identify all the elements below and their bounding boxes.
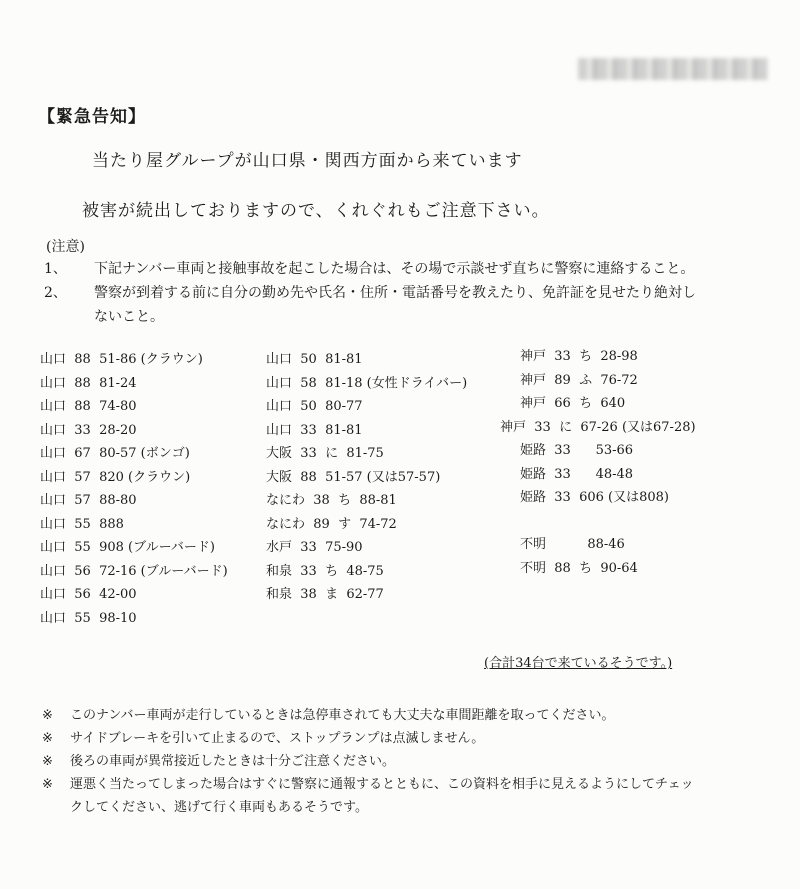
warning-text: 運悪く当たってしまった場合はすぐに警察に通報するとともに、この資料を相手に見えるようにしてチェッ <box>70 777 694 792</box>
reference-mark: ※ <box>42 731 53 746</box>
plate-row: 山口 55 888 <box>40 516 124 532</box>
plate-row: 大阪 88 51-57 (又は57-57) <box>266 469 441 485</box>
plate-row: 山口 88 81-24 <box>40 375 137 391</box>
plate-row: 山口 56 42-00 <box>40 587 137 602</box>
warning-item <box>42 750 782 773</box>
plate-row: 山口 57 88-80 <box>40 493 137 508</box>
total-count-note: (合計34台で来ているそうです。) <box>484 656 673 671</box>
note-text: 下記ナンバー車両と接触事故を起こした場合は、その場で示談せず直ちに警察に連絡すること。 <box>94 261 695 277</box>
plate-row: 山口 88 74-80 <box>40 399 137 414</box>
plate-row: 神戸 66 ち 640 <box>520 396 626 411</box>
plate-row: 神戸 89 ふ 76-72 <box>520 372 638 388</box>
plate-row: 姫路 33 48-48 <box>520 466 634 482</box>
warning-text: サイドブレーキを引いて止まるので、ストップランプは点滅しません。 <box>70 731 485 746</box>
warning-text-continuation: クしてください、逃げて行く車両もあるそうです。 <box>70 800 368 815</box>
plate-row: 山口 55 908 (ブルーバード) <box>40 540 215 555</box>
note-text: 警察が到着する前に自分の勤め先や氏名・住所・電話番号を教えたり、免許証を見せたり絶対し <box>94 285 696 301</box>
reference-mark: ※ <box>42 777 53 792</box>
notice-warning-line: 被害が続出しておりますので、くれぐれもご注意下さい。 <box>82 201 550 221</box>
redacted-header-text <box>578 58 768 80</box>
plate-row: なにわ 38 ち 88-81 <box>266 493 397 508</box>
plate-row: 山口 56 72-16 (ブルーバード) <box>40 563 228 579</box>
plate-row: 山口 55 98-10 <box>40 610 137 626</box>
plate-row: 不明 88-46 <box>520 537 625 552</box>
warning-item <box>42 704 782 727</box>
warnings-list <box>42 704 782 819</box>
plate-row: 水戸 33 75-90 <box>266 540 363 555</box>
warning-item <box>42 727 782 750</box>
note-number: 1、 <box>44 261 67 277</box>
note-text-continuation: ないこと。 <box>94 309 164 325</box>
note-number: 2、 <box>44 285 67 301</box>
plate-row: 山口 50 80-77 <box>266 399 363 414</box>
plate-column-1 <box>40 348 228 630</box>
plate-row: 姫路 33 606 (又は808) <box>520 490 669 505</box>
warning-item-continuation <box>42 796 782 819</box>
plate-row: なにわ 89 す 74-72 <box>266 516 397 532</box>
plate-row: 姫路 33 53-66 <box>520 443 634 458</box>
plate-column-3 <box>500 345 696 580</box>
plate-row: 山口 50 81-81 <box>266 352 363 367</box>
plate-row: 不明 88 ち 90-64 <box>520 560 638 576</box>
notes-title: (注意) <box>46 239 85 255</box>
plate-row: 大阪 33 に 81-75 <box>266 446 384 461</box>
plate-row: 山口 88 51-86 (クラウン) <box>40 352 203 367</box>
plate-row: 山口 67 80-57 (ボンゴ) <box>40 446 190 461</box>
plate-row: 山口 57 820 (クラウン) <box>40 469 191 485</box>
notice-title: 【緊急告知】 <box>38 107 146 127</box>
warning-item <box>42 773 782 796</box>
plate-row: 神戸 33 ち 28-98 <box>520 349 638 364</box>
plate-row: 神戸 33 に 67-26 (又は67-28) <box>500 419 696 435</box>
plate-row: 和泉 33 ち 48-75 <box>266 563 384 579</box>
plate-row: 山口 33 81-81 <box>266 422 363 438</box>
plate-row: 山口 58 81-18 (女性ドライバー) <box>266 375 468 391</box>
plate-row: 和泉 38 ま 62-77 <box>266 587 384 602</box>
plate-column-2 <box>266 348 467 607</box>
warning-text: このナンバー車両が走行しているときは急停車されても大丈夫な車間距離を取ってください。 <box>70 708 615 723</box>
warning-text: 後ろの車両が異常接近したときは十分ご注意ください。 <box>70 754 396 769</box>
notice-lead-line: 当たり屋グループが山口県・関西方面から来ています <box>92 151 523 171</box>
plate-row: 山口 33 28-20 <box>40 422 137 438</box>
reference-mark: ※ <box>42 708 53 723</box>
reference-mark: ※ <box>42 754 53 769</box>
plate-row-blank <box>500 510 696 534</box>
